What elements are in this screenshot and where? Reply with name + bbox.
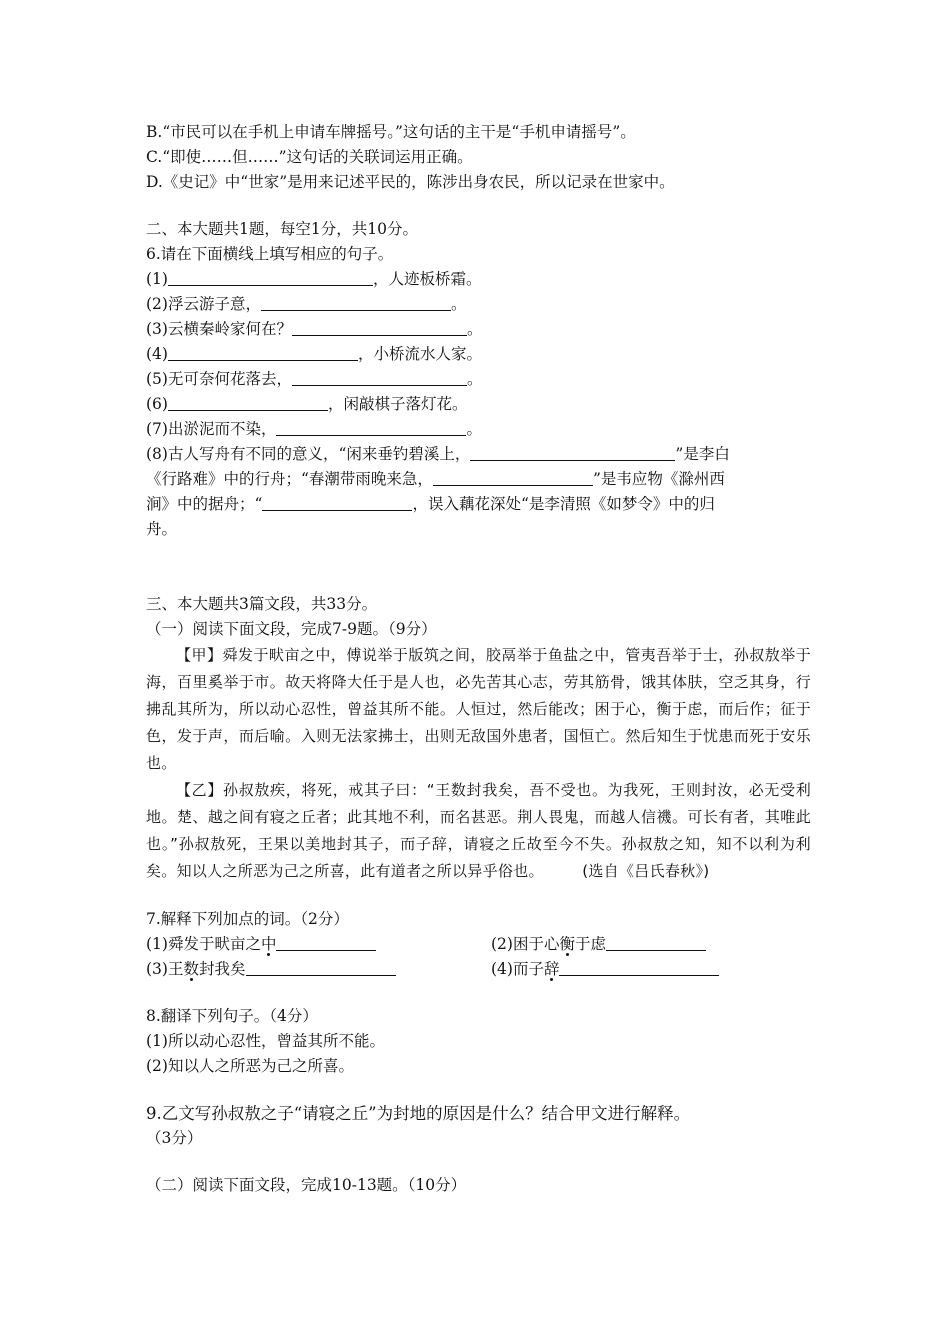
q7-item-3: (3)王数封我矣 — [146, 957, 491, 982]
q6-item-2: (2)浮云游子意， 。 — [146, 295, 467, 313]
part-1-title: （一）阅读下面文段，完成7-9题。（9分） — [146, 620, 437, 638]
answer-blank[interactable] — [292, 318, 467, 336]
answer-blank[interactable] — [168, 343, 358, 361]
q6-item-3: (3)云横秦岭家何在？ 。 — [146, 320, 483, 338]
q7-item-1: (1)舜发于畎亩之中 — [146, 932, 491, 957]
answer-blank[interactable] — [246, 958, 396, 976]
answer-blank[interactable] — [470, 443, 675, 461]
q7-row-2 — [146, 957, 811, 982]
option-b: B.“市民可以在手机上申请车牌摇号。”这句话的主干是“手机申请摇号”。 — [146, 123, 636, 141]
option-d: D.《史记》中“世家”是用来记述平民的，陈涉出身农民，所以记录在世家中。 — [146, 173, 675, 191]
passage-yi: 【乙】孙叔敖疾，将死，戒其子曰：“王数封我矣，吾不受也。为我死，王则封汝，必无受利地。楚、越之间有寝之丘者；此其地不利，而名甚恶。荆人畏鬼，而越人信禨。可长有者，其唯此也。”孙叔敖死，王果以美地封其子，而子辞，请寝之丘故至今不失。孙叔敖之知，知不以利为利矣。知以人之所恶为己之所喜，此有道者之所以异乎俗也。 (选自《吕氏春秋》) — [146, 781, 811, 880]
question-8-title: 8.翻译下列句子。（4分） — [146, 1007, 318, 1025]
q7-row-1 — [146, 932, 811, 957]
q6-item-5: (5)无可奈何花落去， 。 — [146, 370, 483, 388]
answer-blank[interactable] — [292, 368, 467, 386]
q6-item-1: (1) ，人迹板桥霜。 — [146, 270, 482, 288]
answer-blank[interactable] — [168, 393, 328, 411]
question-7-title: 7.解释下列加点的词。（2分） — [146, 910, 349, 928]
q6-item-6: (6) ，闲敲棋子落灯花。 — [146, 395, 468, 413]
exam-page — [146, 120, 811, 1198]
section-3-title: 三、本大题共3篇文段，共33分。 — [146, 595, 378, 613]
answer-blank[interactable] — [433, 468, 593, 486]
answer-blank[interactable] — [276, 418, 466, 436]
q6-item-8-line-2: 《行路难》中的行舟；“春潮带雨晚来急， ”是韦应物《滁州西 — [146, 470, 725, 488]
option-c: C.“即使……但……”这句话的关联词运用正确。 — [146, 148, 473, 166]
q6-item-8-line-3: 涧》中的据舟；“ ，误入藕花深处“是李清照《如梦令》中的归 — [146, 495, 715, 513]
answer-blank[interactable] — [276, 933, 376, 951]
q6-item-8-line-1: (8)古人写舟有不同的意义，“闲来垂钓碧溪上， ”是李白 — [146, 445, 730, 463]
q8-sentence-1: (1)所以动心忍性，曾益其所不能。 — [146, 1032, 385, 1050]
section-2-title: 二、本大题共1题，每空1分，共10分。 — [146, 220, 418, 238]
q6-item-8-line-4: 舟。 — [146, 520, 178, 538]
answer-blank[interactable] — [262, 493, 412, 511]
q8-sentence-2: (2)知以人之所恶为己之所喜。 — [146, 1057, 354, 1075]
q6-item-4: (4) ，小桥流水人家。 — [146, 345, 482, 363]
q6-item-7: (7)出淤泥而不染， 。 — [146, 420, 482, 438]
question-9: 9.乙文写孙叔敖之子“请寝之丘”为封地的原因是什么？结合甲文进行解释。 — [146, 1104, 691, 1123]
answer-blank[interactable] — [168, 268, 373, 286]
answer-blank[interactable] — [559, 958, 719, 976]
question-9-points: （3分） — [146, 1129, 203, 1147]
q7-item-4: (4)而子辞 — [491, 957, 719, 982]
question-6-title: 6.请在下面横线上填写相应的句子。 — [146, 245, 394, 263]
answer-blank[interactable] — [606, 933, 706, 951]
part-2-title: （二）阅读下面文段，完成10-13题。（10分） — [146, 1176, 467, 1194]
q7-item-2: (2)困于心衡于虑 — [491, 932, 706, 957]
passage-jia: 【甲】舜发于畎亩之中，傅说举于版筑之间，胶鬲举于鱼盐之中，管夷吾举于士，孙叔敖举于海，百里奚举于市。故天将降大任于是人也，必先苦其心志，劳其筋骨，饿其体肤，空乏其身，行拂乱其所为，所以动心忍性，曾益其所不能。人恒过，然后能改；困于心，衡于虑，而后作；征于色，发于声，而后喻。入则无法家拂士，出则无敌国外患者，国恒亡。然后知生于忧患而死于安乐也。 — [146, 646, 811, 772]
passage-yi-source: (选自《吕氏春秋》) — [536, 862, 710, 880]
answer-blank[interactable] — [261, 293, 451, 311]
